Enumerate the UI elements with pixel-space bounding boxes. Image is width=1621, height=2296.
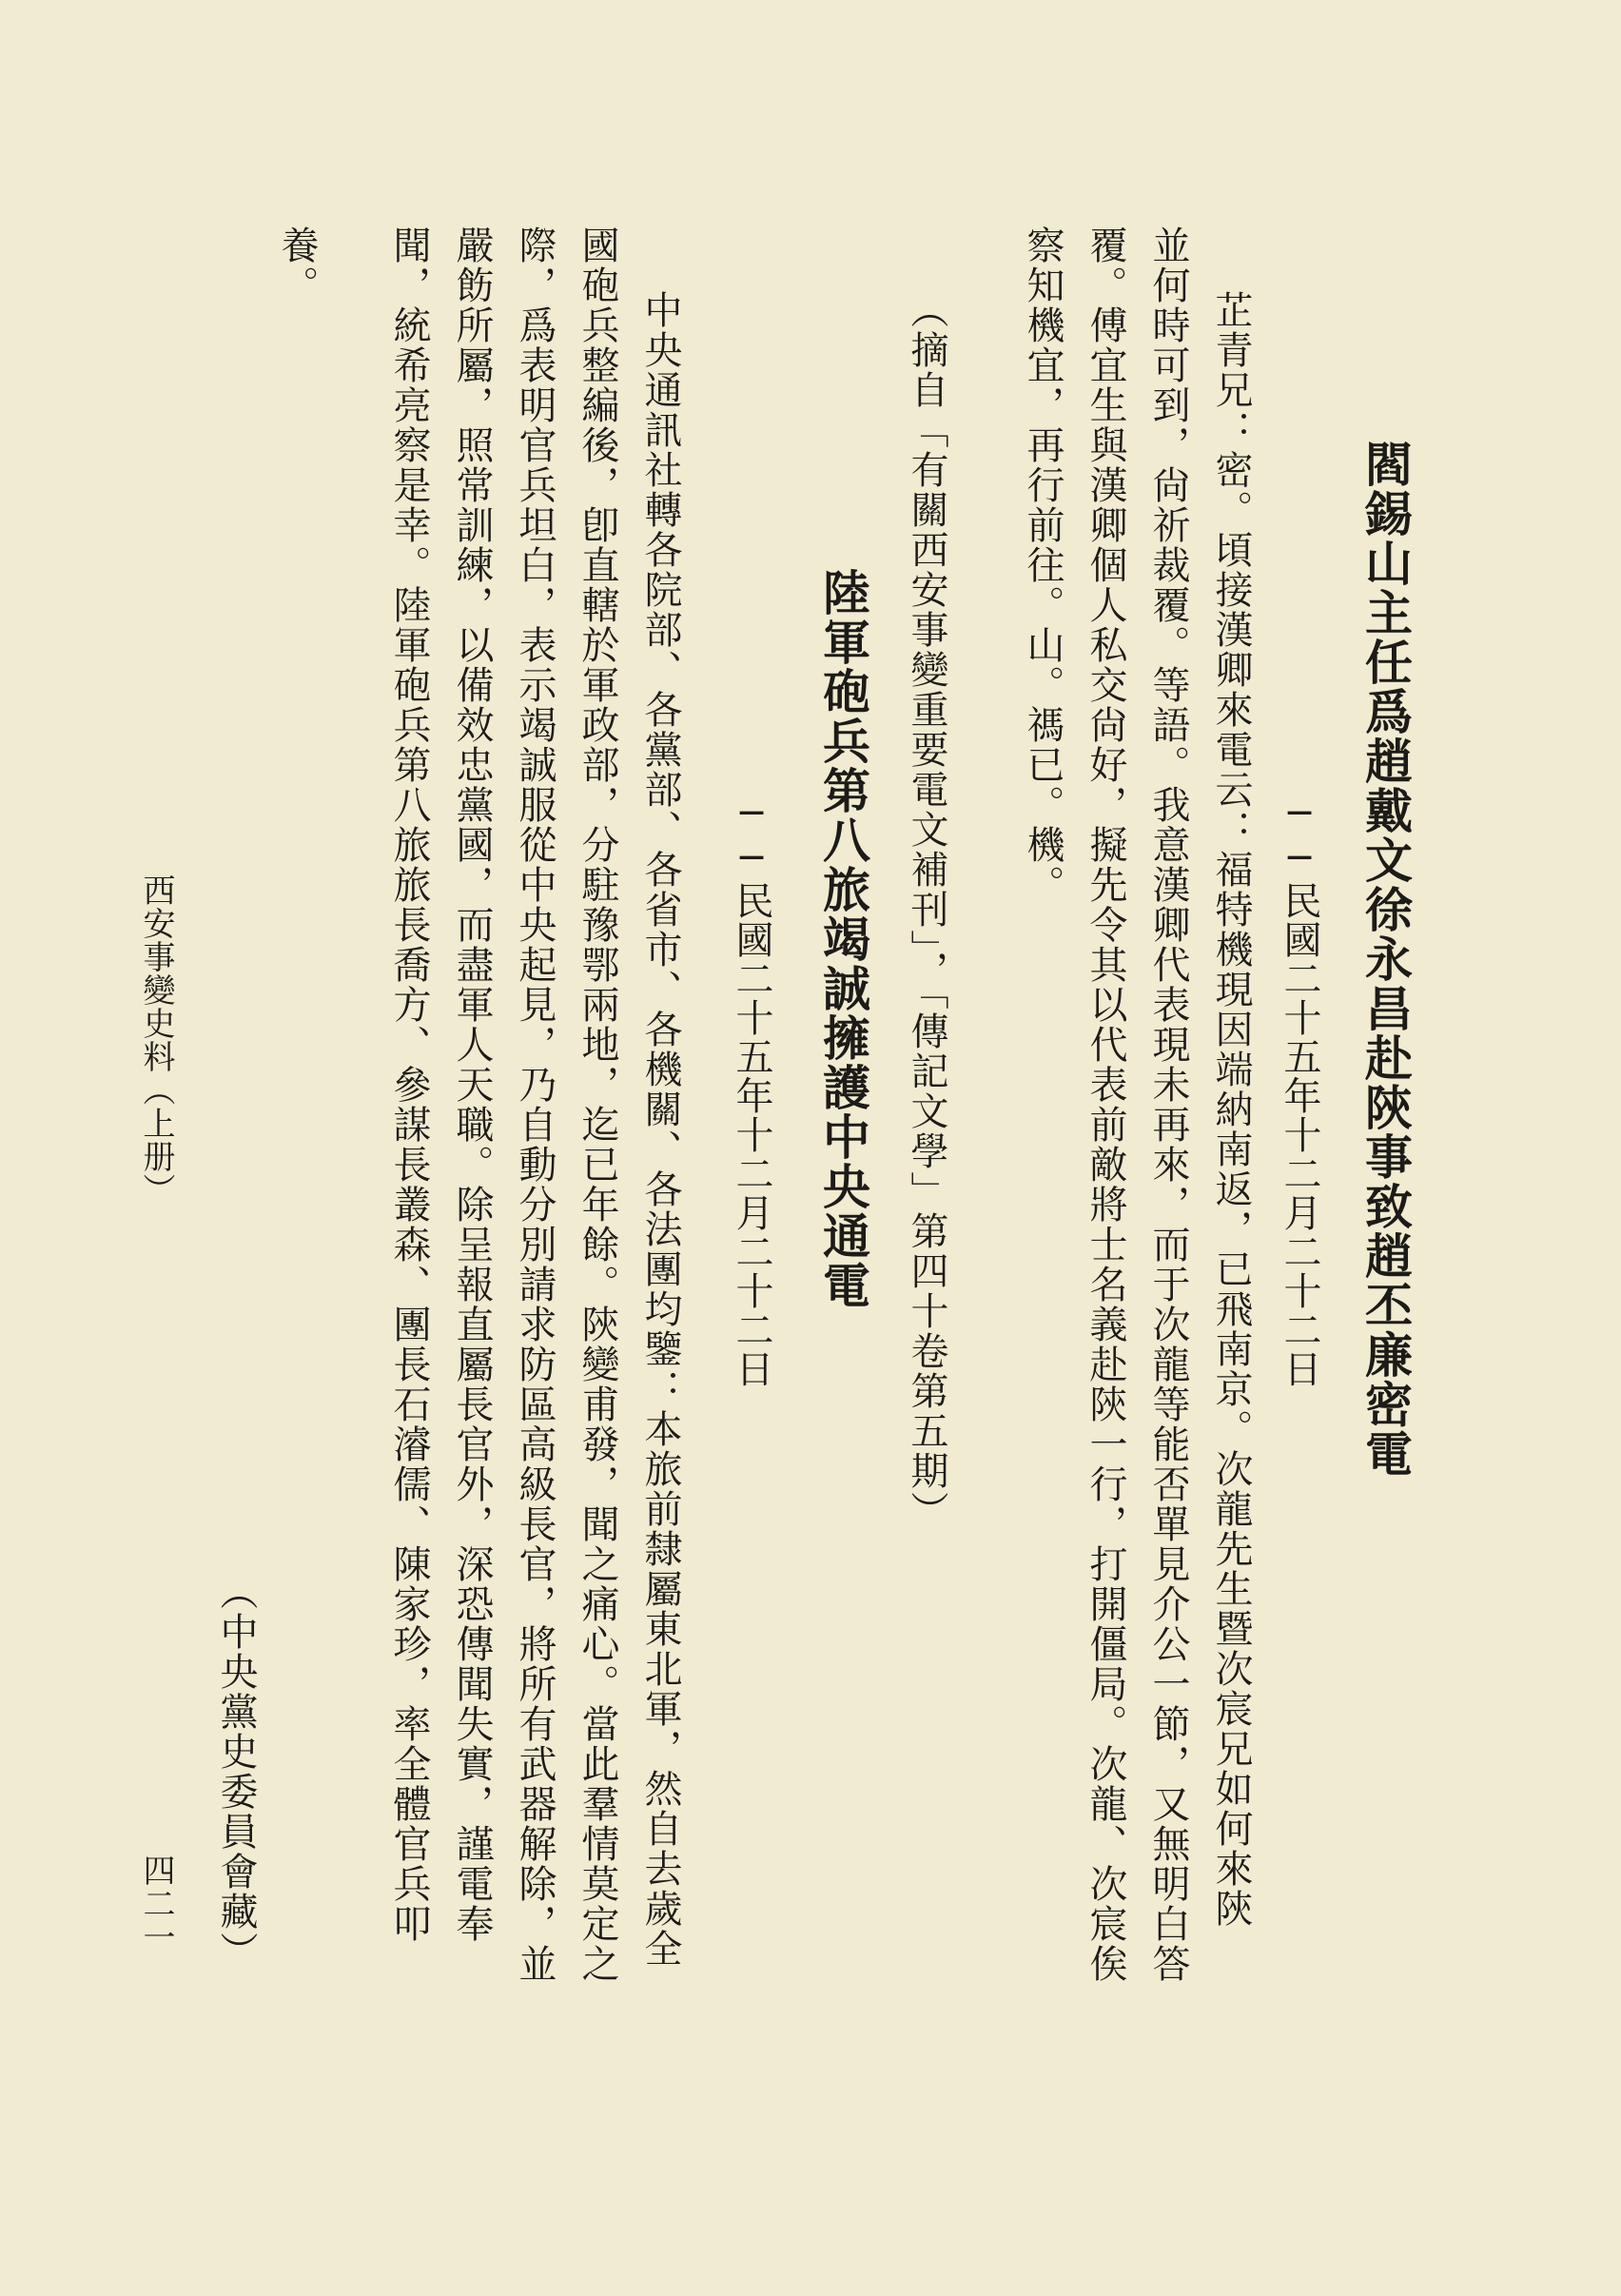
section1-body-line: 芷青兄：密。頃接漢卿來電云：福特機現因端納南返，已飛南京。次龍先生暨次宸兄如何來陝 — [1209, 290, 1253, 1929]
section2-body-line: 養。 — [275, 226, 319, 305]
section2-date: ──民國二十五年十二月二十二日 — [730, 792, 773, 1388]
section1-body-line: 並何時可到，尙祈裁覆。等語。我意漢卿代表現未再來，而于次龍等能否單見介公一節，又無明白答 — [1146, 226, 1190, 1984]
section2-source: （中央黨史委員會藏） — [214, 1572, 258, 1972]
section2-body-line: 際，爲表明官兵坦白，表示竭誠服從中央起見，乃自動分別請求防區高級長官，將所有武器解除，並 — [513, 226, 557, 1984]
running-title: 西安事變史料（上册） — [137, 873, 175, 1207]
section2-body-line: 嚴飭所屬，照常訓練，以備效忠黨國，而盡軍人天職。除呈報直屬長官外，深恐傳聞失實，謹電奉 — [450, 226, 494, 1944]
section1-body-line: 覆。傅宜生與漢卿個人私交尙好，擬先令其以代表前敵將士名義赴陝一行，打開僵局。次龍、次宸俟 — [1084, 226, 1127, 1984]
section2-body-line: 國砲兵整編後，卽直轄於軍政部，分駐豫鄂兩地，迄已年餘。陝變甫發，聞之痛心。當此羣情莫定之 — [576, 226, 619, 1984]
section2-title: 陸軍砲兵第八旅竭誠擁護中央通電 — [815, 568, 871, 1310]
section2-body-line: 聞，統希亮察是幸。陸軍砲兵第八旅旅長喬方、參謀長叢森、團長石濬儒、陳家珍，率全體官兵叩 — [387, 226, 431, 1944]
section1-source: （摘自「有關西安事變重要電文補刊」，「傳記文學」第四十卷第五期） — [905, 290, 948, 1531]
section2-body-line: 中央通訊社轉各院部、各黨部、各省市、各機關、各法團均鑒：本旅前隸屬東北軍，然自去歲全 — [638, 290, 682, 1969]
section1-date: ──民國二十五年十二月二十二日 — [1278, 792, 1321, 1388]
section1-title: 閻錫山主任爲趙戴文徐永昌赴陝事致趙丕廉密電 — [1357, 440, 1414, 1479]
page-number: 四二一 — [137, 1854, 175, 1953]
section1-body-line: 察知機宜，再行前往。山。禡已。機。 — [1021, 226, 1064, 905]
